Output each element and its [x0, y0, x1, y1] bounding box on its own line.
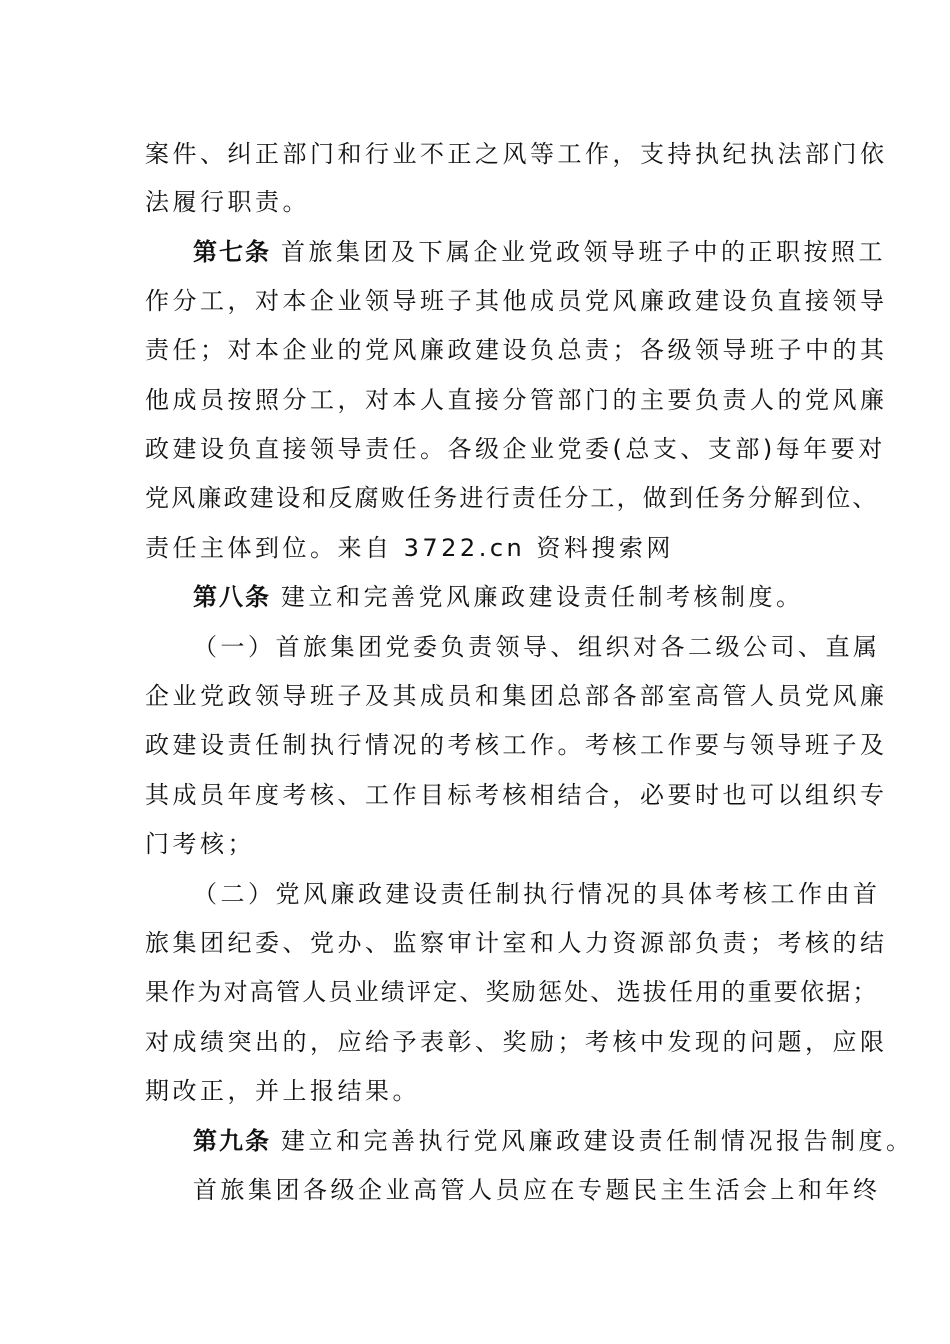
article-9-line	[193, 1121, 914, 1161]
paragraph-line: 旅集团纪委、党办、监察审计室和人力资源部负责；考核的结	[145, 929, 888, 957]
article-9-text: 建立和完善执行党风廉政建设责任制情况报告制度。	[281, 1127, 914, 1155]
article-9-heading: 第九条	[193, 1127, 271, 1155]
clause-line: （二）党风廉政建设责任制执行情况的具体考核工作由首	[193, 880, 881, 908]
paragraph-line: 首旅集团各级企业高管人员应在专题民主生活会上和年终	[193, 1176, 881, 1204]
article-7-heading: 第七条	[193, 238, 271, 266]
paragraph-line: 期改正，并上报结果。	[145, 1077, 420, 1105]
paragraph-line: 对成绩突出的，应给予表彰、奖励；考核中发现的问题，应限	[145, 1028, 888, 1056]
paragraph-line: 责任；对本企业的党风廉政建设负总责；各级领导班子中的其	[145, 336, 888, 364]
paragraph-line: 门考核；	[145, 830, 255, 858]
clause-line: （一）首旅集团党委负责领导、组织对各二级公司、直属	[193, 633, 881, 661]
paragraph-line: 党风廉政建设和反腐败任务进行责任分工，做到任务分解到位、	[145, 484, 879, 512]
article-7-line	[193, 232, 886, 272]
paragraph-line: 责任主体到位。来自 3722.cn 资料搜索网	[145, 534, 674, 562]
paragraph-line: 他成员按照分工，对本人直接分管部门的主要负责人的党风廉	[145, 386, 888, 414]
paragraph-line: 果作为对高管人员业绩评定、奖励惩处、选拔任用的重要依据；	[145, 978, 879, 1006]
paragraph-line: 企业党政领导班子及其成员和集团总部各部室高管人员党风廉	[145, 682, 888, 710]
paragraph-line: 法履行职责。	[145, 188, 310, 216]
paragraph-line: 政建设负直接领导责任。各级企业党委(总支、支部)每年要对	[145, 435, 886, 463]
paragraph-line: 其成员年度考核、工作目标考核相结合，必要时也可以组织专	[145, 781, 888, 809]
article-8-line	[193, 577, 804, 617]
paragraph-line: 政建设责任制执行情况的考核工作。考核工作要与领导班子及	[145, 731, 888, 759]
paragraph-line: 作分工，对本企业领导班子其他成员党风廉政建设负直接领导	[145, 287, 888, 315]
article-8-text: 建立和完善党风廉政建设责任制考核制度。	[281, 583, 804, 611]
article-7-text: 首旅集团及下属企业党政领导班子中的正职按照工	[281, 238, 886, 266]
article-8-heading: 第八条	[193, 583, 271, 611]
paragraph-line: 案件、纠正部门和行业不正之风等工作，支持执纪执法部门依	[145, 140, 888, 168]
